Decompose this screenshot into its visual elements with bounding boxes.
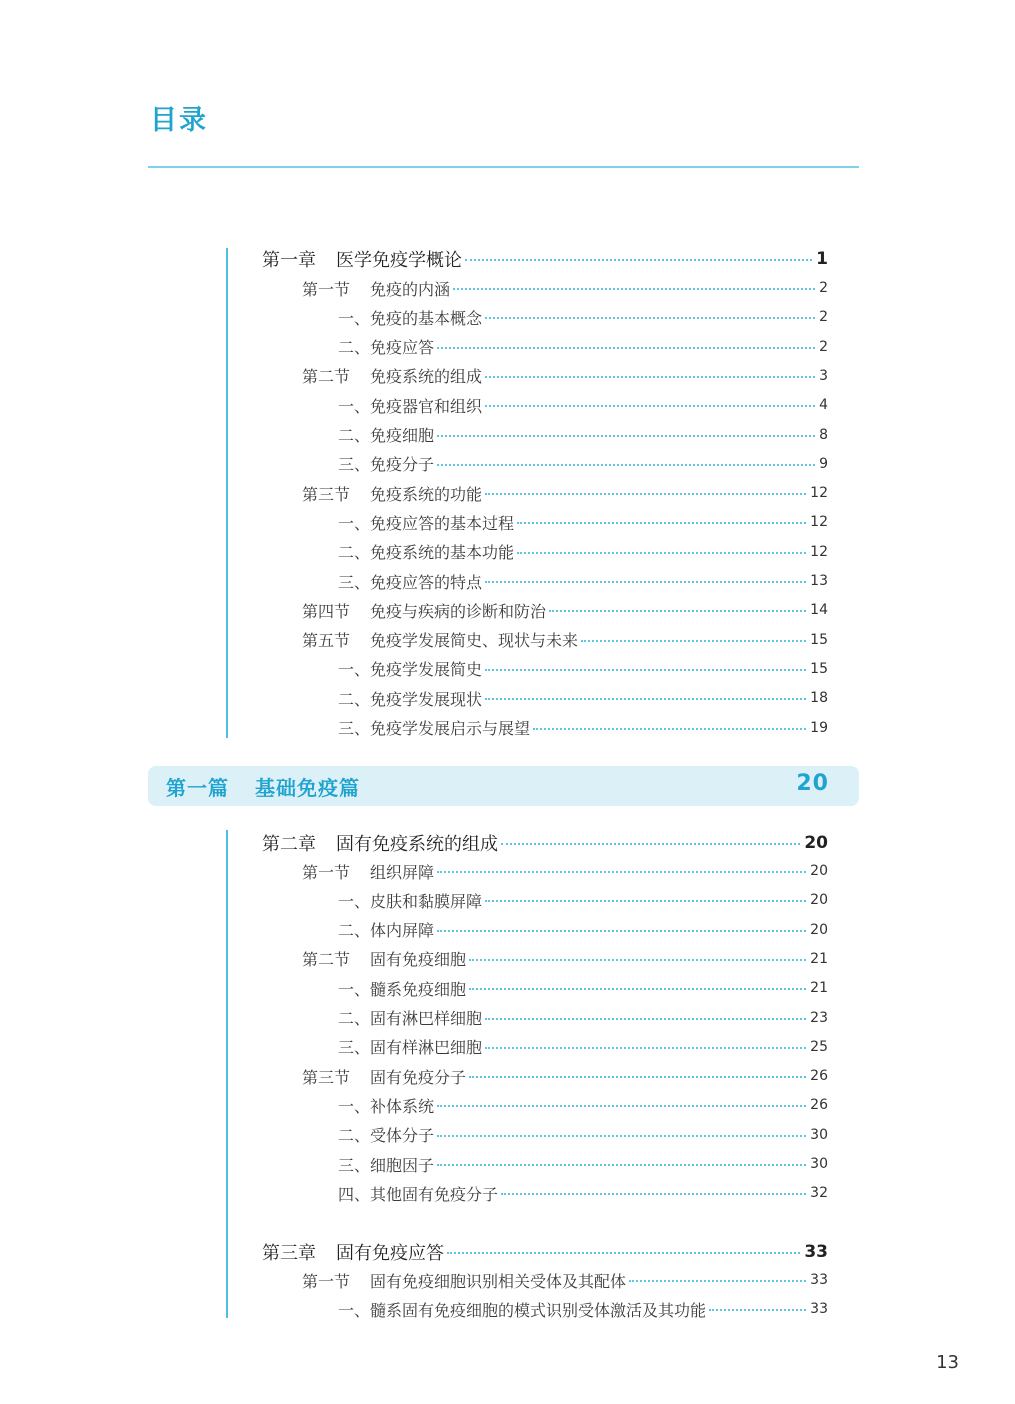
entry-page: 20 <box>810 863 828 879</box>
entry-page: 15 <box>810 660 828 677</box>
toc-section[interactable] <box>302 1267 828 1293</box>
leader-dots <box>437 435 815 437</box>
leader-dots <box>437 464 815 466</box>
leader-dots <box>437 930 806 932</box>
entry-page: 21 <box>810 980 828 997</box>
toc-chapter-2[interactable] <box>262 830 828 856</box>
entry-page: 2 <box>819 338 828 355</box>
entry-page: 12 <box>810 514 828 531</box>
toc-section[interactable] <box>302 858 828 884</box>
leader-dots <box>485 669 806 671</box>
part-page: 20 <box>796 771 829 796</box>
toc-item[interactable] <box>338 568 828 594</box>
entry-page: 33 <box>810 1272 828 1288</box>
entry-page: 4 <box>819 397 828 414</box>
leader-dots <box>485 581 806 583</box>
entry-label: 二、固有淋巴样细胞 <box>338 1009 483 1028</box>
toc-chapter-1[interactable] <box>262 246 828 272</box>
leader-dots <box>485 1047 806 1049</box>
page-number: 13 <box>936 1352 959 1373</box>
entry-page: 30 <box>810 1126 828 1143</box>
toc-section[interactable] <box>302 597 828 623</box>
toc-item[interactable] <box>338 1180 828 1206</box>
leader-dots <box>465 259 812 261</box>
entry-page: 18 <box>810 690 828 707</box>
leader-dots <box>517 552 806 554</box>
toc-section[interactable] <box>302 627 828 653</box>
chapter-label: 第三章 固有免疫应答 <box>262 1243 444 1264</box>
toc-item[interactable] <box>338 539 828 565</box>
entry-page: 12 <box>810 543 828 560</box>
leader-dots <box>485 698 806 700</box>
block-1-accent-bar <box>226 248 228 738</box>
entry-label: 第一节 免疫的内涵 <box>302 279 451 299</box>
leader-dots <box>437 871 806 873</box>
leader-dots <box>437 1135 806 1137</box>
entry-label: 三、免疫应答的特点 <box>338 572 483 592</box>
leader-dots <box>517 522 806 524</box>
toc-item[interactable] <box>338 656 828 682</box>
entry-label: 第二节 免疫系统的组成 <box>302 367 483 387</box>
entry-page: 9 <box>819 455 828 472</box>
toc-item[interactable] <box>338 975 828 1001</box>
entry-page: 8 <box>819 426 828 443</box>
entry-label: 一、免疫学发展简史 <box>338 660 483 680</box>
entry-page: 3 <box>819 367 828 384</box>
entry-label: 一、免疫器官和组织 <box>338 396 483 416</box>
entry-label: 一、髓系免疫细胞 <box>338 979 467 999</box>
entry-page: 26 <box>810 1068 828 1085</box>
leader-dots <box>581 640 806 642</box>
entry-label: 三、细胞因子 <box>338 1155 435 1175</box>
entry-label: 第三节 免疫系统的功能 <box>302 484 483 504</box>
entry-page: 13 <box>810 573 828 589</box>
entry-page: 20 <box>810 892 828 909</box>
entry-page: 2 <box>819 309 828 326</box>
entry-label: 二、免疫学发展现状 <box>338 689 483 709</box>
leader-dots <box>437 1105 806 1107</box>
toc-item[interactable] <box>338 422 828 448</box>
entry-page: 14 <box>810 602 828 619</box>
toc-item[interactable] <box>338 1092 828 1118</box>
toc-item[interactable] <box>338 304 828 330</box>
toc-item[interactable] <box>338 1034 828 1060</box>
leader-dots <box>485 405 815 407</box>
leader-dots <box>469 1076 806 1078</box>
toc-item[interactable] <box>338 451 828 477</box>
leader-dots <box>437 347 815 349</box>
entry-label: 三、免疫分子 <box>338 455 435 475</box>
toc-item[interactable] <box>338 509 828 535</box>
entry-page: 20 <box>810 921 828 938</box>
toc-chapter-3[interactable] <box>262 1239 828 1265</box>
leader-dots <box>485 1018 806 1020</box>
leader-dots <box>485 376 815 378</box>
entry-page: 15 <box>810 631 828 648</box>
entry-label: 第五节 免疫学发展简史、现状与未来 <box>302 631 579 651</box>
title-divider <box>148 166 859 168</box>
toc-item[interactable] <box>338 685 828 711</box>
leader-dots <box>485 493 806 495</box>
entry-page: 2 <box>819 280 828 296</box>
entry-label: 一、髓系固有免疫细胞的模式识别受体激活及其功能 <box>338 1300 707 1320</box>
leader-dots <box>533 728 806 730</box>
entry-page: 25 <box>810 1038 828 1055</box>
entry-label: 二、体内屏障 <box>338 921 435 941</box>
chapter-label: 第一章 医学免疫学概论 <box>262 250 462 271</box>
leader-dots <box>501 843 800 845</box>
leader-dots <box>709 1309 806 1311</box>
toc-item[interactable] <box>338 1005 828 1031</box>
toc-item[interactable] <box>338 334 828 360</box>
toc-item[interactable] <box>338 1122 828 1148</box>
entry-label: 一、皮肤和黏膜屏障 <box>338 891 483 911</box>
entry-label: 二、免疫系统的基本功能 <box>338 543 515 563</box>
block-2-accent-bar <box>226 830 228 1318</box>
entry-page: 26 <box>810 1097 828 1114</box>
entry-label: 一、补体系统 <box>338 1096 435 1116</box>
entry-page: 19 <box>810 719 828 736</box>
entry-label: 第一节 组织屏障 <box>302 862 435 882</box>
chapter-page: 33 <box>804 1242 828 1262</box>
entry-label: 四、其他固有免疫分子 <box>338 1184 499 1204</box>
leader-dots <box>469 959 806 961</box>
chapter-page: 1 <box>816 249 828 269</box>
entry-page: 21 <box>810 950 828 967</box>
entry-label: 一、免疫应答的基本过程 <box>338 513 515 533</box>
entry-label: 第三节 固有免疫分子 <box>302 1067 467 1087</box>
leader-dots <box>485 317 815 319</box>
leader-dots <box>469 988 806 990</box>
chapter-page: 20 <box>804 833 828 853</box>
page-title: 目录 <box>150 105 208 136</box>
leader-dots <box>447 1252 800 1254</box>
leader-dots <box>549 610 806 612</box>
entry-page: 30 <box>810 1156 828 1172</box>
toc-item[interactable] <box>338 917 828 943</box>
entry-label: 第二节 固有免疫细胞 <box>302 950 467 970</box>
chapter-label: 第二章 固有免疫系统的组成 <box>262 834 498 855</box>
entry-page: 33 <box>810 1301 828 1318</box>
toc-item[interactable] <box>338 392 828 418</box>
toc-item[interactable] <box>338 715 828 741</box>
entry-label: 三、免疫学发展启示与展望 <box>338 719 531 738</box>
entry-label: 二、受体分子 <box>338 1126 435 1146</box>
toc-section[interactable] <box>302 480 828 506</box>
part-title: 第一篇 基础免疫篇 <box>166 776 360 800</box>
toc-section[interactable] <box>302 363 828 389</box>
entry-label: 三、固有样淋巴细胞 <box>338 1038 483 1058</box>
toc-section[interactable] <box>302 946 828 972</box>
toc-item[interactable] <box>338 1151 828 1177</box>
leader-dots <box>501 1193 806 1195</box>
toc-item[interactable] <box>338 1296 828 1322</box>
entry-page: 12 <box>810 485 828 502</box>
leader-dots <box>485 900 806 902</box>
toc-section[interactable] <box>302 1063 828 1089</box>
entry-label: 第一节 固有免疫细胞识别相关受体及其配体 <box>302 1271 627 1291</box>
leader-dots <box>453 288 815 290</box>
entry-label: 二、免疫应答 <box>338 338 435 358</box>
leader-dots <box>437 1164 806 1166</box>
entry-label: 二、免疫细胞 <box>338 426 435 445</box>
leader-dots <box>629 1280 806 1282</box>
toc-section[interactable] <box>302 275 828 301</box>
entry-label: 第四节 免疫与疾病的诊断和防治 <box>302 601 547 621</box>
toc-item[interactable] <box>338 887 828 913</box>
entry-page: 23 <box>810 1009 828 1026</box>
entry-page: 32 <box>810 1185 828 1202</box>
entry-label: 一、免疫的基本概念 <box>338 308 483 328</box>
